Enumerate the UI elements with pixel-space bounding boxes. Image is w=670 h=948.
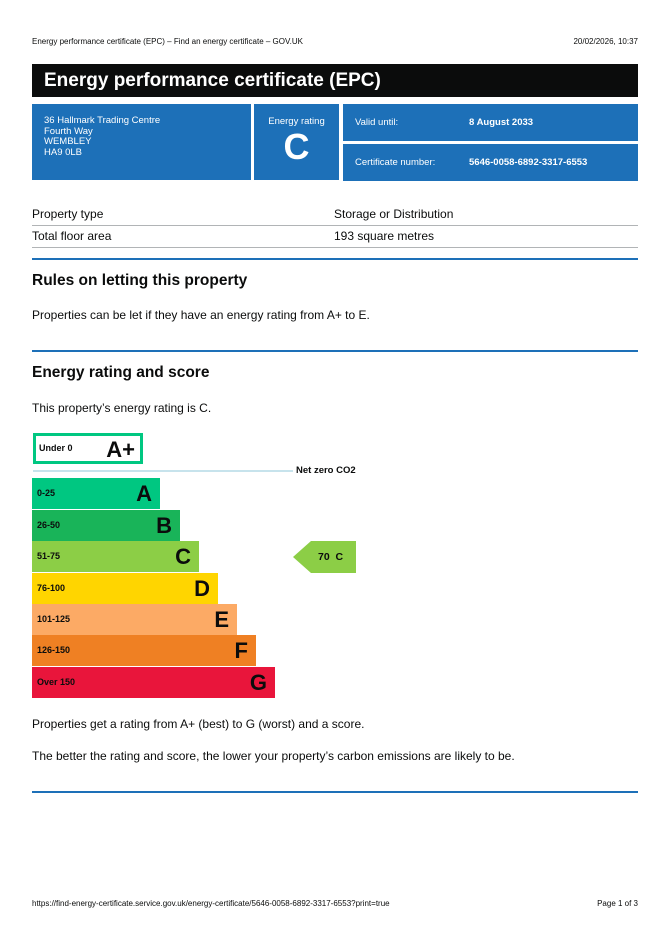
band-letter: C bbox=[175, 544, 191, 569]
section-divider bbox=[32, 350, 638, 352]
address-postcode: HA9 0LB bbox=[44, 146, 83, 158]
band-range: Under 0 bbox=[39, 443, 73, 453]
floor-area-row bbox=[32, 226, 638, 248]
band-letter: G bbox=[249, 670, 267, 695]
current-score-value: 70 bbox=[318, 551, 330, 563]
section-divider bbox=[32, 258, 638, 260]
band-letter: B bbox=[156, 513, 172, 538]
band-letter: F bbox=[234, 638, 248, 663]
property-type-label: Property type bbox=[32, 207, 104, 221]
net-zero-line bbox=[33, 470, 293, 472]
band-range: 101-125 bbox=[37, 614, 71, 624]
band-range: 51-75 bbox=[37, 551, 61, 561]
print-footer bbox=[32, 899, 638, 908]
band-g bbox=[32, 667, 275, 698]
property-summary-table bbox=[32, 204, 638, 248]
band-letter: A+ bbox=[106, 437, 135, 462]
band-a bbox=[32, 478, 160, 509]
current-score-text bbox=[318, 541, 343, 573]
print-datetime: 20/02/2026, 10:37 bbox=[573, 37, 638, 46]
valid-until-row bbox=[343, 104, 638, 141]
band-b bbox=[32, 510, 180, 541]
certificate-number-row bbox=[343, 144, 638, 181]
print-header bbox=[32, 37, 638, 46]
band-range: 0-25 bbox=[37, 488, 56, 498]
current-score-letter: C bbox=[335, 551, 344, 563]
band-range: 76-100 bbox=[37, 583, 66, 593]
address-box bbox=[32, 104, 251, 180]
energy-rating-letter: C bbox=[283, 126, 310, 167]
footer-url: https://find-energy-certificate.service.gov.uk/energy-certificate/5646-0058-6892-3317-6553?print=true bbox=[32, 899, 390, 908]
letting-text: Properties can be let if they have an energy rating from A+ to E. bbox=[32, 308, 370, 322]
floor-area-label: Total floor area bbox=[32, 229, 112, 243]
address-line-2: Fourth Way bbox=[44, 125, 93, 137]
property-type-row bbox=[32, 204, 638, 226]
section-divider bbox=[32, 791, 638, 793]
valid-until-value: 8 August 2033 bbox=[469, 117, 534, 128]
band-letter: E bbox=[214, 607, 229, 632]
rating-note-2: The better the rating and score, the lower your property’s carbon emissions are likely to be. bbox=[32, 749, 515, 763]
band-range: 126-150 bbox=[37, 645, 71, 655]
net-zero-label: Net zero CO2 bbox=[296, 465, 356, 476]
band-e bbox=[32, 604, 237, 635]
certificate-number-label: Certificate number: bbox=[355, 157, 436, 168]
letting-heading: Rules on letting this property bbox=[32, 272, 248, 289]
band-range: 26-50 bbox=[37, 520, 61, 530]
band-range: Over 150 bbox=[37, 677, 76, 687]
current-score-arrow bbox=[293, 541, 356, 573]
page-number: Page 1 of 3 bbox=[597, 899, 638, 908]
page-title: Energy performance certificate (EPC) bbox=[44, 70, 381, 91]
band-a-plus bbox=[33, 433, 143, 464]
rating-heading: Energy rating and score bbox=[32, 364, 210, 381]
print-title: Energy performance certificate (EPC) – Find an energy certificate – GOV.UK bbox=[32, 37, 303, 46]
band-d bbox=[32, 573, 218, 604]
band-c bbox=[32, 541, 199, 572]
floor-area-value: 193 square metres bbox=[334, 229, 435, 243]
valid-until-label: Valid until: bbox=[355, 117, 399, 128]
rating-note-1: Properties get a rating from A+ (best) to G (worst) and a score. bbox=[32, 717, 365, 731]
energy-rating-box bbox=[254, 104, 339, 180]
address-line-1: 36 Hallmark Trading Centre bbox=[44, 115, 161, 126]
band-f bbox=[32, 635, 256, 666]
property-type-value: Storage or Distribution bbox=[334, 207, 454, 221]
address-line-3: WEMBLEY bbox=[44, 136, 92, 147]
band-letter: A bbox=[136, 481, 152, 506]
certificate-number-value: 5646-0058-6892-3317-6553 bbox=[469, 157, 588, 168]
rating-intro: This property’s energy rating is C. bbox=[32, 401, 212, 415]
page-title-bar bbox=[32, 64, 638, 97]
energy-rating-label: Energy rating bbox=[268, 116, 325, 127]
band-letter: D bbox=[194, 576, 210, 601]
